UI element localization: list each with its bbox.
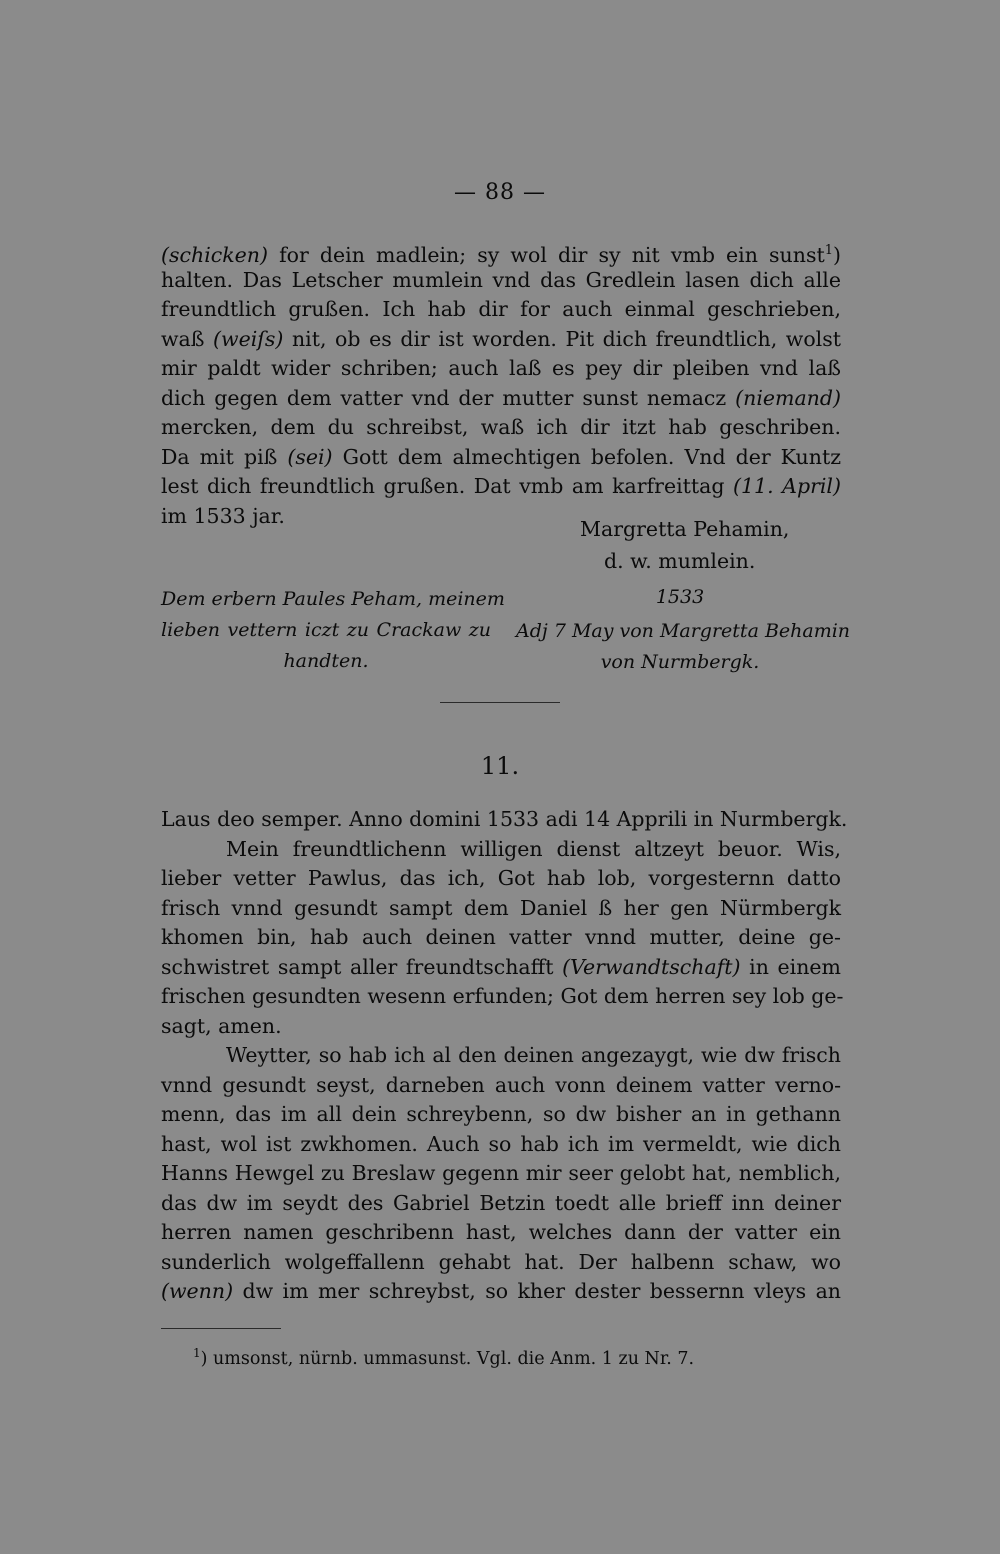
address-line: handten.: [283, 650, 369, 672]
receipt-origin: von Nurmbergk.: [600, 651, 760, 673]
text-line: [161, 443, 841, 473]
text-line: lieber vetter Pawlus, das ich, Got hab lob, vorgesternn datto: [161, 866, 841, 890]
text-line: sagt, amen.: [161, 1013, 282, 1038]
gloss: (sei): [287, 444, 333, 469]
text-line: herren namen geschribenn hast, welches dann der vatter ein: [161, 1220, 841, 1244]
text-run: nit, ob es dir ist worden. Pit dich freundtlich, wolst: [283, 326, 841, 351]
text-line: frisch vnnd gesundt sampt dem Daniel ß her gen Nürmbergk: [161, 895, 841, 920]
text-run: lest dich freundtlich grußen. Dat vmb am karfreittag: [161, 474, 733, 498]
footnote-ref: 1: [824, 243, 833, 258]
text-line: hast, wol ist zwkhomen. Auch so hab ich im vermeldt, wie dich: [161, 1131, 841, 1156]
text-line: Weytter, so hab ich al den deinen angezaygt, wie dw frisch: [226, 1043, 841, 1067]
text-line: Laus deo semper. Anno domini 1533 adi 14 Apprili in Nurmbergk.: [161, 807, 848, 831]
address-line: Dem erbern Paules Peham, meinem: [161, 588, 505, 610]
text-run: waß: [161, 326, 214, 351]
text-line: Mein freundtlichenn willigen dienst altzeyt beuor. Wis,: [226, 836, 841, 861]
text-line: [161, 953, 841, 983]
text-line: [161, 384, 841, 414]
gloss: (schicken): [161, 242, 268, 267]
text-line: vnnd gesundt seyst, darneben auch vonn deinem vatter verno-: [161, 1072, 841, 1097]
letter-body: [161, 805, 848, 1307]
gloss: (wenn): [161, 1279, 234, 1303]
footnote-rule: [161, 1328, 281, 1329]
receipt-year: 1533: [655, 586, 705, 608]
footnote-text: ) umsonst, nürnb. ummasunst. Vgl. die Anm. 1 zu Nr. 7.: [200, 1348, 695, 1369]
text-line: mir paldt wider schriben; auch laß es pey dir pleiben vnd laß: [161, 356, 841, 380]
text-line: [161, 325, 841, 355]
text-run: dich gegen dem vatter vnd der mutter sunst nemacz: [161, 385, 736, 410]
letter-address: [161, 584, 505, 677]
text-run: dw im mer schreybst, so kher dester bessernn vleys an: [233, 1279, 841, 1303]
text-run: for dein madlein; sy wol dir sy nit vmb ein sunst: [268, 242, 825, 267]
text-line: Hanns Hewgel zu Breslaw gegenn mir seer gelobt hat, nemblich,: [161, 1161, 841, 1185]
gloss: (11. April): [733, 474, 841, 498]
text-line: im 1533 jar.: [161, 503, 285, 528]
text-line: [161, 472, 841, 502]
section-number: 11.: [480, 752, 520, 780]
text-line: halten. Das Letscher mumlein vnd das Gredlein lasen dich alle: [161, 267, 841, 292]
gloss: (niemand): [735, 385, 841, 410]
text-run: Da mit piß: [161, 444, 288, 469]
text-run: Gott dem almechtigen befolen. Vnd der Kuntz: [332, 444, 841, 469]
text-line: mercken, dem du schreibst, waß ich dir itzt hab geschriben.: [161, 415, 841, 439]
gloss: (Verwandtschaft): [562, 954, 741, 979]
text-run: in einem: [740, 954, 841, 979]
address-line: lieben vettern iczt zu Crackaw zu: [161, 619, 491, 641]
text-line: [161, 236, 841, 266]
text-line: khomen bin, hab auch deinen vatter vnnd mutter, deine ge-: [161, 925, 841, 949]
separator-rule: [440, 702, 560, 703]
text-line: das dw im seydt des Gabriel Betzin toedt alle brieff inn deiner: [161, 1190, 841, 1215]
signature-name: Margretta Pehamin,: [580, 517, 790, 541]
text-line: menn, das im all dein schreybenn, so dw bisher an in gethann: [161, 1102, 841, 1126]
text-line: freundtlich grußen. Ich hab dir for auch einmal geschrieben,: [161, 297, 841, 321]
signature-relation: d. w. mumlein.: [604, 549, 756, 573]
footnote-marker: 1: [193, 1346, 201, 1360]
text-line: [161, 1277, 841, 1307]
text-run: schwistret sampt aller freundtschafft: [161, 954, 563, 979]
text-line: frischen gesundten wesenn erfunden; Got dem herren sey lob ge-: [161, 984, 844, 1008]
text-line: sunderlich wolgeffallenn gehabt hat. Der halbenn schaw, wo: [161, 1249, 841, 1274]
footnote: [193, 1346, 694, 1369]
page-number: — 88 —: [454, 180, 546, 205]
gloss: (weiſs): [213, 326, 284, 351]
text-run: ): [833, 242, 841, 267]
top-paragraph: [161, 236, 841, 531]
receipt-date: Adj 7 May von Margretta Behamin: [516, 620, 851, 642]
